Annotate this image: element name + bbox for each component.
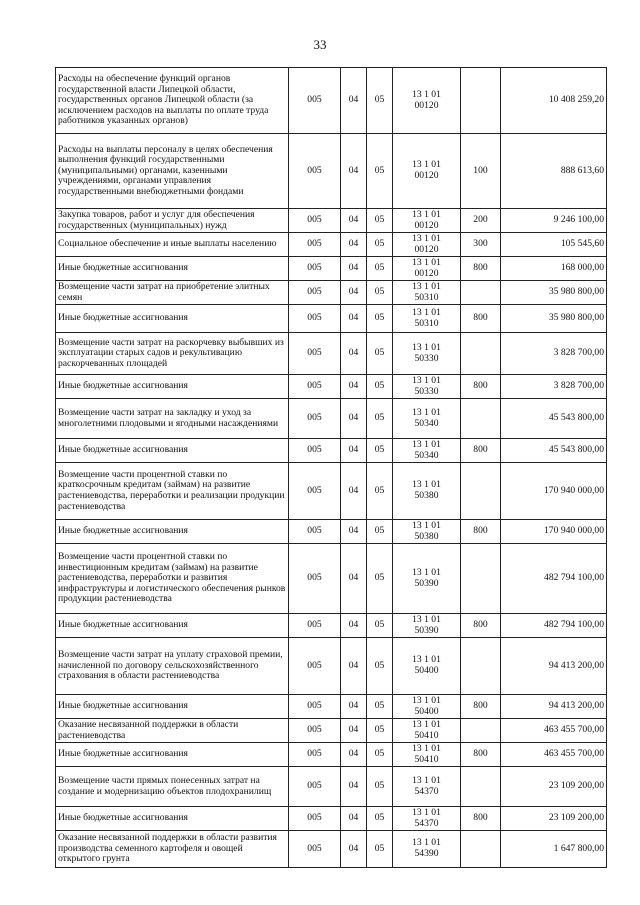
- row-ministry-code: 005: [289, 281, 341, 305]
- target-code-line1: 13 1 01: [412, 613, 441, 625]
- row-amount: 463 455 700,00: [501, 719, 607, 743]
- table-row: [56, 68, 607, 134]
- table-row: [56, 719, 607, 743]
- row-ministry-code: 005: [289, 638, 341, 695]
- target-code-line2: 50410: [414, 729, 439, 741]
- target-code-line1: 13 1 01: [412, 742, 441, 754]
- row-subsection-code: 05: [367, 544, 393, 614]
- row-expense-type: 800: [461, 695, 501, 719]
- row-section-code: 04: [341, 305, 367, 333]
- target-code-line2: 00120: [414, 219, 439, 231]
- row-expense-type: 200: [461, 209, 501, 233]
- target-code-line2: 50340: [414, 449, 439, 461]
- row-section-code: 04: [341, 638, 367, 695]
- row-section-code: 04: [341, 831, 367, 868]
- row-subsection-code: 05: [367, 134, 393, 209]
- table-row: [56, 544, 607, 614]
- row-ministry-code: 005: [289, 719, 341, 743]
- row-name: Иные бюджетные ассигнования: [56, 375, 289, 399]
- row-expense-type: 800: [461, 439, 501, 463]
- target-code-line1: 13 1 01: [412, 306, 441, 318]
- row-expense-type: [461, 281, 501, 305]
- table-row: [56, 439, 607, 463]
- table-row: [56, 695, 607, 719]
- target-code-line2: 54370: [414, 785, 439, 797]
- row-section-code: 04: [341, 463, 367, 520]
- target-code-line2: 50340: [414, 417, 439, 429]
- row-target-code: [393, 305, 461, 333]
- row-subsection-code: 05: [367, 68, 393, 134]
- row-target-code: [393, 831, 461, 868]
- row-expense-type: [461, 544, 501, 614]
- row-subsection-code: 05: [367, 743, 393, 767]
- row-name: Иные бюджетные ассигнования: [56, 439, 289, 463]
- row-target-code: [393, 743, 461, 767]
- target-code-line2: 50400: [414, 705, 439, 717]
- row-target-code: [393, 375, 461, 399]
- row-subsection-code: 05: [367, 767, 393, 807]
- table-row: [56, 209, 607, 233]
- row-expense-type: 800: [461, 520, 501, 544]
- row-expense-type: 300: [461, 233, 501, 257]
- row-subsection-code: 05: [367, 209, 393, 233]
- row-ministry-code: 005: [289, 375, 341, 399]
- table-row: [56, 233, 607, 257]
- row-ministry-code: 005: [289, 743, 341, 767]
- table-row: [56, 614, 607, 638]
- target-code-line2: 00120: [414, 99, 439, 111]
- target-code-line1: 13 1 01: [412, 519, 441, 531]
- row-amount: 10 408 259,20: [501, 68, 607, 134]
- row-expense-type: 800: [461, 614, 501, 638]
- target-code-line1: 13 1 01: [412, 374, 441, 386]
- row-ministry-code: 005: [289, 257, 341, 281]
- target-code-line2: 50380: [414, 530, 439, 542]
- target-code-line2: 00120: [414, 267, 439, 279]
- row-name: Возмещение части затрат на уплату страховой премии, начисленной по договору сельскохозяйственного страхования в области растениеводства: [56, 638, 289, 695]
- row-ministry-code: 005: [289, 520, 341, 544]
- table-row: [56, 743, 607, 767]
- target-code-line2: 50390: [414, 577, 439, 589]
- row-name: Оказание несвязанной поддержки в области развития производства семенного картофеля и овощей открытого грунта: [56, 831, 289, 868]
- row-name: Возмещение части затрат на приобретение элитных семян: [56, 281, 289, 305]
- row-section-code: 04: [341, 719, 367, 743]
- target-code-line1: 13 1 01: [412, 159, 441, 171]
- row-ministry-code: 005: [289, 209, 341, 233]
- row-amount: 23 109 200,00: [501, 767, 607, 807]
- row-subsection-code: 05: [367, 439, 393, 463]
- row-ministry-code: 005: [289, 614, 341, 638]
- target-code-line1: 13 1 01: [412, 837, 441, 849]
- row-name: Возмещение части затрат на раскорчевку выбывших из эксплуатации старых садов и рекультивацию раскорчеванных площадей: [56, 333, 289, 375]
- row-subsection-code: 05: [367, 375, 393, 399]
- target-code-line2: 50330: [414, 385, 439, 397]
- row-amount: 168 000,00: [501, 257, 607, 281]
- row-section-code: 04: [341, 333, 367, 375]
- row-ministry-code: 005: [289, 767, 341, 807]
- row-expense-type: [461, 68, 501, 134]
- table-row: [56, 520, 607, 544]
- row-amount: 170 940 000,00: [501, 520, 607, 544]
- row-amount: 1 647 800,00: [501, 831, 607, 868]
- target-code-line1: 13 1 01: [412, 806, 441, 818]
- table-row: [56, 134, 607, 209]
- target-code-line1: 13 1 01: [412, 566, 441, 578]
- row-name: Иные бюджетные ассигнования: [56, 614, 289, 638]
- row-amount: 45 543 800,00: [501, 439, 607, 463]
- target-code-line2: 54390: [414, 848, 439, 859]
- row-section-code: 04: [341, 68, 367, 134]
- row-target-code: [393, 333, 461, 375]
- row-ministry-code: 005: [289, 463, 341, 520]
- row-expense-type: [461, 831, 501, 868]
- row-subsection-code: 05: [367, 831, 393, 868]
- table-row: [56, 767, 607, 807]
- table-row: [56, 638, 607, 695]
- row-expense-type: [461, 399, 501, 439]
- target-code-line1: 13 1 01: [412, 718, 441, 730]
- row-subsection-code: 05: [367, 807, 393, 831]
- row-section-code: 04: [341, 807, 367, 831]
- row-section-code: 04: [341, 520, 367, 544]
- target-code-line2: 00120: [414, 170, 439, 181]
- row-subsection-code: 05: [367, 257, 393, 281]
- row-expense-type: [461, 638, 501, 695]
- target-code-line1: 13 1 01: [412, 438, 441, 450]
- row-amount: 3 828 700,00: [501, 375, 607, 399]
- row-target-code: [393, 544, 461, 614]
- row-section-code: 04: [341, 743, 367, 767]
- target-code-line2: 50390: [414, 624, 439, 636]
- row-amount: 170 940 000,00: [501, 463, 607, 520]
- row-expense-type: [461, 767, 501, 807]
- budget-table-body: [56, 68, 607, 868]
- row-name: Иные бюджетные ассигнования: [56, 695, 289, 719]
- row-expense-type: 800: [461, 257, 501, 281]
- target-code-line2: 50380: [414, 490, 439, 501]
- target-code-line2: 50310: [414, 291, 439, 303]
- row-target-code: [393, 463, 461, 520]
- row-section-code: 04: [341, 375, 367, 399]
- row-target-code: [393, 695, 461, 719]
- row-subsection-code: 05: [367, 399, 393, 439]
- budget-table: [55, 67, 607, 868]
- row-expense-type: 800: [461, 807, 501, 831]
- row-expense-type: [461, 719, 501, 743]
- row-target-code: [393, 767, 461, 807]
- row-section-code: 04: [341, 399, 367, 439]
- row-subsection-code: 05: [367, 305, 393, 333]
- row-amount: 463 455 700,00: [501, 743, 607, 767]
- row-expense-type: 800: [461, 305, 501, 333]
- row-amount: 482 794 100,00: [501, 544, 607, 614]
- row-name: Возмещение части прямых понесенных затрат на создание и модернизацию объектов плодохранилищ: [56, 767, 289, 807]
- row-subsection-code: 05: [367, 520, 393, 544]
- row-ministry-code: 005: [289, 134, 341, 209]
- row-section-code: 04: [341, 209, 367, 233]
- row-section-code: 04: [341, 544, 367, 614]
- table-row: [56, 257, 607, 281]
- row-ministry-code: 005: [289, 544, 341, 614]
- row-target-code: [393, 281, 461, 305]
- target-code-line1: 13 1 01: [412, 280, 441, 292]
- row-subsection-code: 05: [367, 333, 393, 375]
- row-name: Возмещение части затрат на закладку и уход за многолетними плодовыми и ягодными насаждениями: [56, 399, 289, 439]
- table-row: [56, 281, 607, 305]
- row-section-code: 04: [341, 233, 367, 257]
- row-name: Закупка товаров, работ и услуг для обеспечения государственных (муниципальных) нужд: [56, 209, 289, 233]
- target-code-line1: 13 1 01: [412, 88, 441, 100]
- row-expense-type: [461, 333, 501, 375]
- row-subsection-code: 05: [367, 719, 393, 743]
- row-expense-type: 100: [461, 134, 501, 209]
- table-row: [56, 333, 607, 375]
- row-amount: 888 613,60: [501, 134, 607, 209]
- row-target-code: [393, 233, 461, 257]
- row-target-code: [393, 209, 461, 233]
- row-name: Иные бюджетные ассигнования: [56, 257, 289, 281]
- row-subsection-code: 05: [367, 233, 393, 257]
- table-row: [56, 807, 607, 831]
- row-section-code: 04: [341, 767, 367, 807]
- row-ministry-code: 005: [289, 305, 341, 333]
- row-target-code: [393, 68, 461, 134]
- row-ministry-code: 005: [289, 807, 341, 831]
- target-code-line1: 13 1 01: [412, 208, 441, 220]
- row-name: Иные бюджетные ассигнования: [56, 520, 289, 544]
- table-row: [56, 375, 607, 399]
- row-name: Расходы на выплаты персоналу в целях обеспечения выполнения функций государственными (муниципальными) органами, казенными учреждениями, органами управления государственными внебюджетными фондами: [56, 134, 289, 209]
- row-subsection-code: 05: [367, 463, 393, 520]
- target-code-line2: 00120: [414, 243, 439, 255]
- row-target-code: [393, 807, 461, 831]
- target-code-line1: 13 1 01: [412, 774, 441, 786]
- row-section-code: 04: [341, 281, 367, 305]
- row-amount: 105 545,60: [501, 233, 607, 257]
- row-name: Возмещение части процентной ставки по инвестиционным кредитам (займам) на развитие растениеводства, переработки и развития инфраструктуры и логистического обеспечения рынков продукции растениеводства: [56, 544, 289, 614]
- row-subsection-code: 05: [367, 614, 393, 638]
- row-ministry-code: 005: [289, 68, 341, 134]
- row-ministry-code: 005: [289, 399, 341, 439]
- table-row: [56, 831, 607, 868]
- row-amount: 3 828 700,00: [501, 333, 607, 375]
- row-subsection-code: 05: [367, 281, 393, 305]
- row-subsection-code: 05: [367, 638, 393, 695]
- target-code-line1: 13 1 01: [412, 256, 441, 268]
- row-name: Иные бюджетные ассигнования: [56, 743, 289, 767]
- table-row: [56, 305, 607, 333]
- row-amount: 9 246 100,00: [501, 209, 607, 233]
- table-row: [56, 399, 607, 439]
- row-name: Возмещение части процентной ставки по краткосрочным кредитам (займам) на развитие растениеводства, переработки и реализации продукции растениеводства: [56, 463, 289, 520]
- row-expense-type: 800: [461, 743, 501, 767]
- row-ministry-code: 005: [289, 233, 341, 257]
- row-amount: 45 543 800,00: [501, 399, 607, 439]
- row-target-code: [393, 257, 461, 281]
- target-code-line2: 50400: [414, 665, 439, 676]
- row-section-code: 04: [341, 134, 367, 209]
- target-code-line1: 13 1 01: [412, 654, 441, 666]
- row-section-code: 04: [341, 439, 367, 463]
- target-code-line1: 13 1 01: [412, 406, 441, 418]
- row-name: Оказание несвязанной поддержки в области растениеводства: [56, 719, 289, 743]
- row-target-code: [393, 638, 461, 695]
- target-code-line1: 13 1 01: [412, 341, 441, 353]
- row-name: Расходы на обеспечение функций органов государственной власти Липецкой области, государственных органов Липецкой области (за исключением расходов на выплаты по оплате труда работников указанных органов): [56, 68, 289, 134]
- row-target-code: [393, 520, 461, 544]
- target-code-line2: 50310: [414, 317, 439, 329]
- row-amount: 35 980 800,00: [501, 305, 607, 333]
- row-section-code: 04: [341, 257, 367, 281]
- row-amount: 94 413 200,00: [501, 638, 607, 695]
- row-expense-type: [461, 463, 501, 520]
- target-code-line2: 50410: [414, 753, 439, 765]
- row-amount: 23 109 200,00: [501, 807, 607, 831]
- row-expense-type: 800: [461, 375, 501, 399]
- row-section-code: 04: [341, 614, 367, 638]
- row-subsection-code: 05: [367, 695, 393, 719]
- target-code-line1: 13 1 01: [412, 694, 441, 706]
- row-amount: 35 980 800,00: [501, 281, 607, 305]
- row-amount: 94 413 200,00: [501, 695, 607, 719]
- row-name: Социальное обеспечение и иные выплаты населению: [56, 233, 289, 257]
- row-amount: 482 794 100,00: [501, 614, 607, 638]
- row-ministry-code: 005: [289, 333, 341, 375]
- row-target-code: [393, 134, 461, 209]
- target-code-line1: 13 1 01: [412, 479, 441, 491]
- row-section-code: 04: [341, 695, 367, 719]
- row-target-code: [393, 399, 461, 439]
- row-target-code: [393, 439, 461, 463]
- page-number: 33: [313, 37, 327, 52]
- target-code-line2: 50330: [414, 352, 439, 364]
- row-ministry-code: 005: [289, 439, 341, 463]
- row-target-code: [393, 614, 461, 638]
- row-name: Иные бюджетные ассигнования: [56, 305, 289, 333]
- target-code-line1: 13 1 01: [412, 232, 441, 244]
- row-ministry-code: 005: [289, 831, 341, 868]
- target-code-line2: 54370: [414, 817, 439, 829]
- table-row: [56, 463, 607, 520]
- row-target-code: [393, 719, 461, 743]
- row-ministry-code: 005: [289, 695, 341, 719]
- row-name: Иные бюджетные ассигнования: [56, 807, 289, 831]
